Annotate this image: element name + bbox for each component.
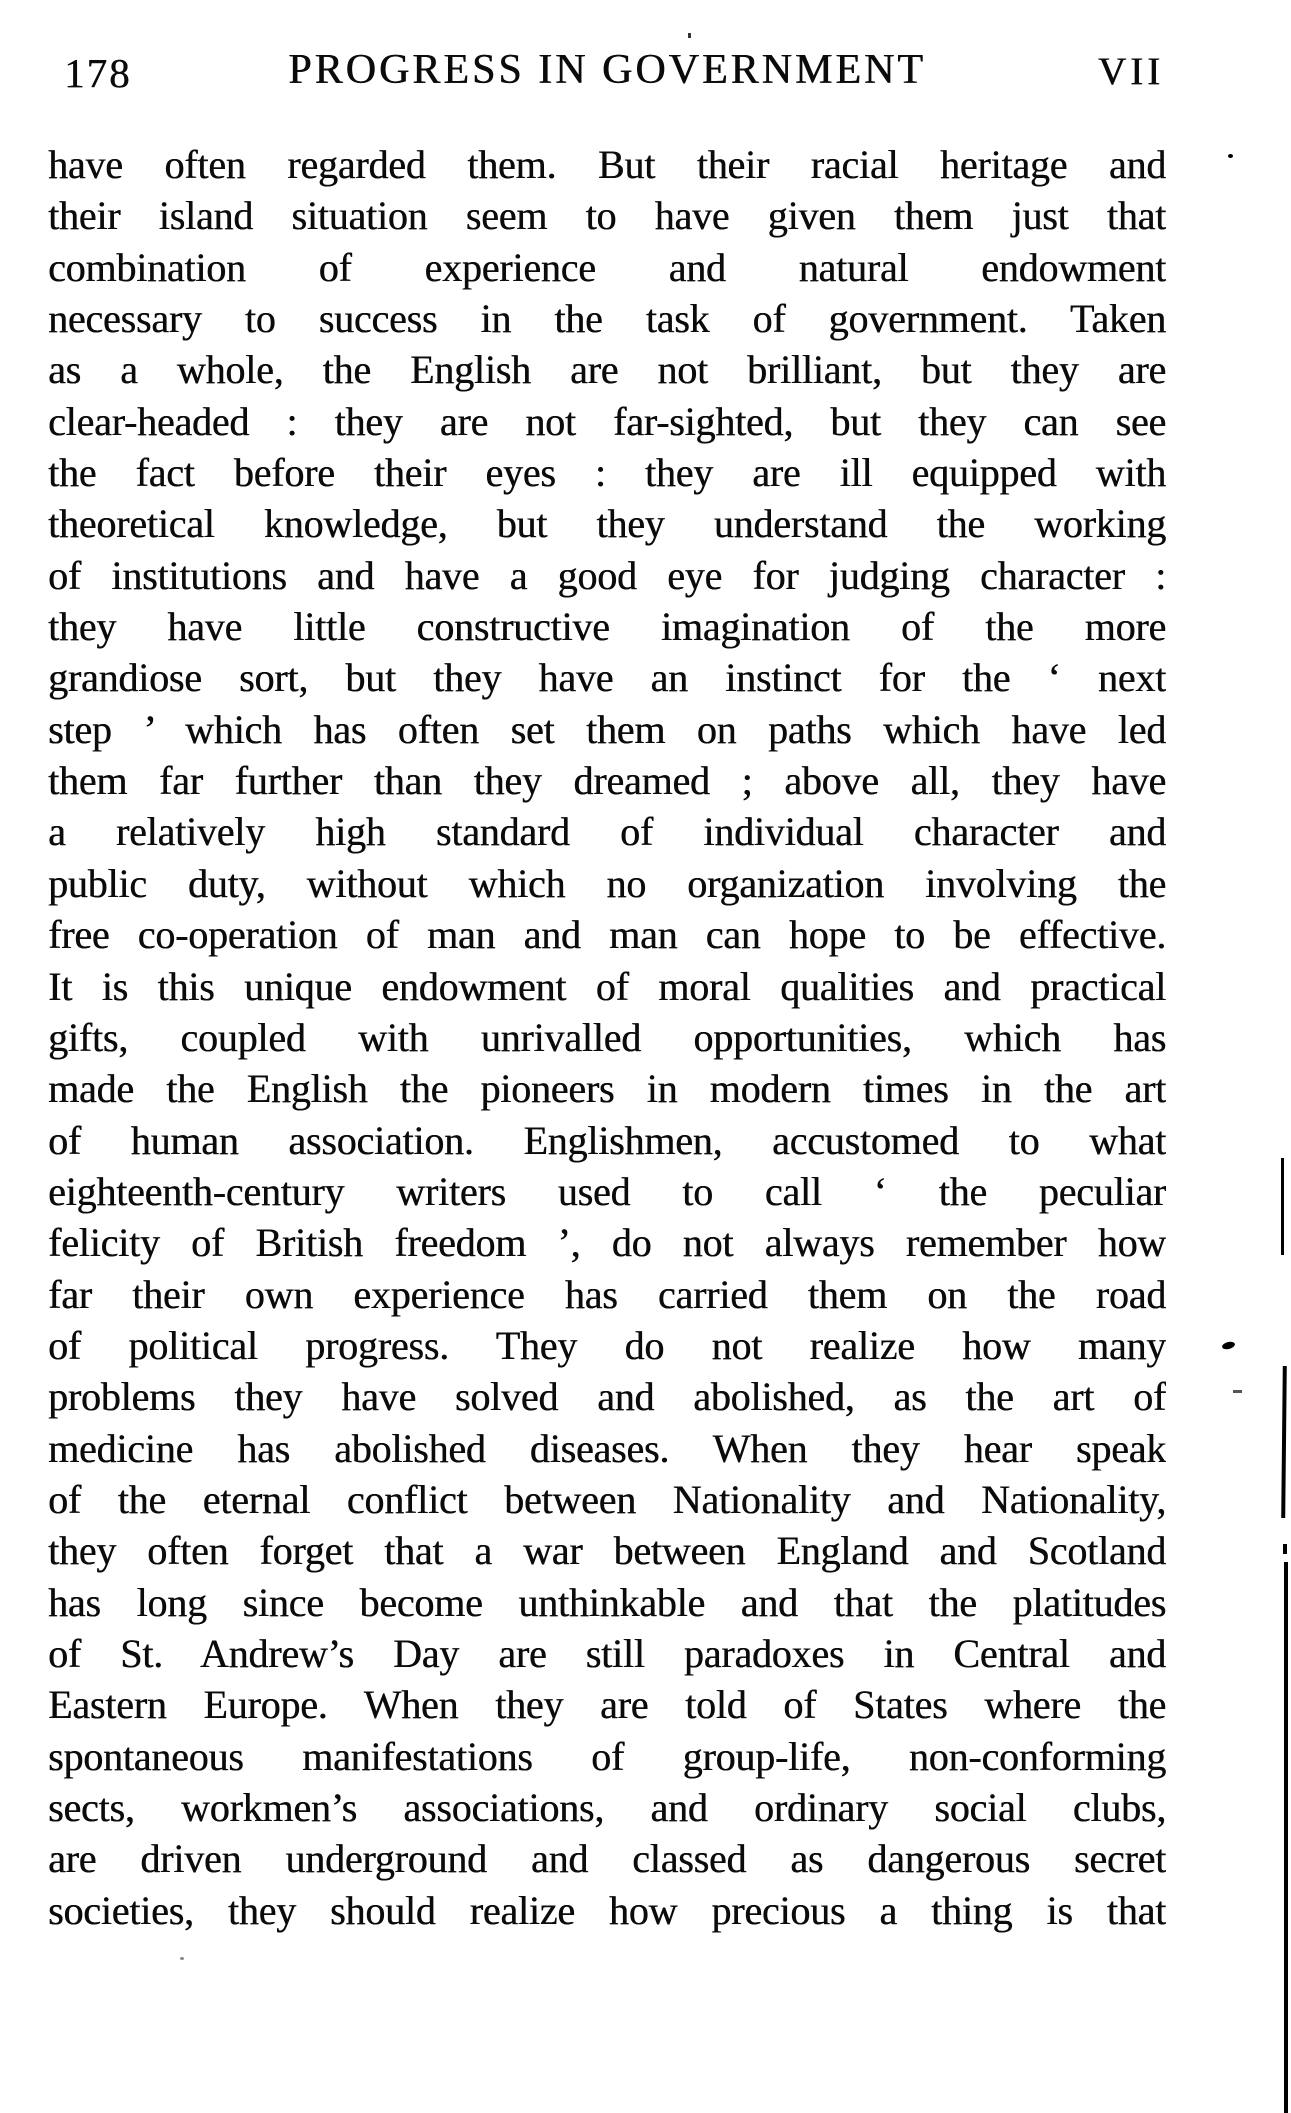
- chapter-numeral: VII: [1097, 50, 1164, 93]
- scan-artifact-line: [1281, 1158, 1284, 1255]
- text-line: them far further than they dreamed ; above all, they have: [48, 758, 1166, 804]
- running-head: [48, 46, 1166, 96]
- scan-artifact-dash: [1233, 1390, 1242, 1393]
- text-line: a relatively high standard of individual character and: [48, 809, 1166, 855]
- scan-artifact-speck: [688, 33, 691, 38]
- text-line: free co-operation of man and man can hope to be effective.: [48, 912, 1166, 958]
- text-line: far their own experience has carried them on the road: [48, 1271, 1166, 1317]
- text-line: the fact before their eyes : they are ill equipped with: [48, 450, 1166, 496]
- text-line: gifts, coupled with unrivalled opportunities, which has: [48, 1014, 1166, 1060]
- text-line: medicine has abolished diseases. When they hear speak: [48, 1425, 1166, 1471]
- text-line: eighteenth-century writers used to call ‘ the peculiar: [48, 1168, 1166, 1214]
- scan-artifact-dot: [1283, 1544, 1287, 1554]
- text-line: Eastern Europe. When they are told of States where the: [48, 1682, 1166, 1728]
- running-title: PROGRESS IN GOVERNMENT: [288, 47, 926, 93]
- text-line: they have little constructive imagination of the more: [48, 604, 1166, 650]
- scan-artifact-line: [1284, 1562, 1288, 2113]
- text-line: step ’ which has often set them on paths which have led: [48, 706, 1166, 752]
- scan-artifact-dot: [1228, 154, 1233, 158]
- text-line: have often regarded them. But their racial heritage and: [48, 142, 1166, 187]
- text-line: they often forget that a war between England and Scotland: [48, 1528, 1166, 1574]
- page-text: [48, 139, 1166, 1936]
- text-line: grandiose sort, but they have an instinct for the ‘ next: [48, 655, 1166, 701]
- text-line: sects, workmen’s associations, and ordinary social clubs,: [48, 1785, 1166, 1830]
- scan-artifact-dot: [1221, 1341, 1235, 1351]
- text-line: their island situation seem to have given them just that: [48, 193, 1166, 239]
- text-line: are driven underground and classed as dangerous secret: [48, 1836, 1166, 1882]
- text-line: of St. Andrew’s Day are still paradoxes in Central and: [48, 1630, 1166, 1676]
- text-line: problems they have solved and abolished, as the art of: [48, 1374, 1166, 1420]
- text-line: It is this unique endowment of moral qualities and practical: [48, 963, 1166, 1009]
- text-line: of the eternal conflict between Nationality and Nationality,: [48, 1476, 1166, 1522]
- text-line: theoretical knowledge, but they understand the working: [48, 501, 1166, 547]
- text-line: spontaneous manifestations of group-life, non-conforming: [48, 1733, 1166, 1779]
- page-number: 178: [64, 50, 132, 96]
- text-line: necessary to success in the task of government. Taken: [48, 296, 1166, 342]
- text-line: has long since become unthinkable and that the platitudes: [48, 1579, 1166, 1625]
- text-line: made the English the pioneers in modern times in the art: [48, 1066, 1166, 1112]
- scan-artifact-speck: [180, 1957, 184, 1960]
- scan-artifact-line: [1281, 1366, 1287, 1518]
- text-line: public duty, without which no organization involving the: [48, 860, 1166, 906]
- text-line: felicity of British freedom ’, do not always remember how: [48, 1220, 1166, 1266]
- text-line: of political progress. They do not realize how many: [48, 1322, 1166, 1368]
- text-line: of institutions and have a good eye for judging character :: [48, 552, 1166, 598]
- text-line: societies, they should realize how precious a thing is that: [48, 1887, 1166, 1933]
- text-line: clear-headed : they are not far-sighted, but they can see: [48, 398, 1166, 444]
- text-line: combination of experience and natural endowment: [48, 244, 1166, 290]
- text-line: of human association. Englishmen, accustomed to what: [48, 1117, 1166, 1163]
- text-line: as a whole, the English are not brilliant, but they are: [48, 347, 1166, 393]
